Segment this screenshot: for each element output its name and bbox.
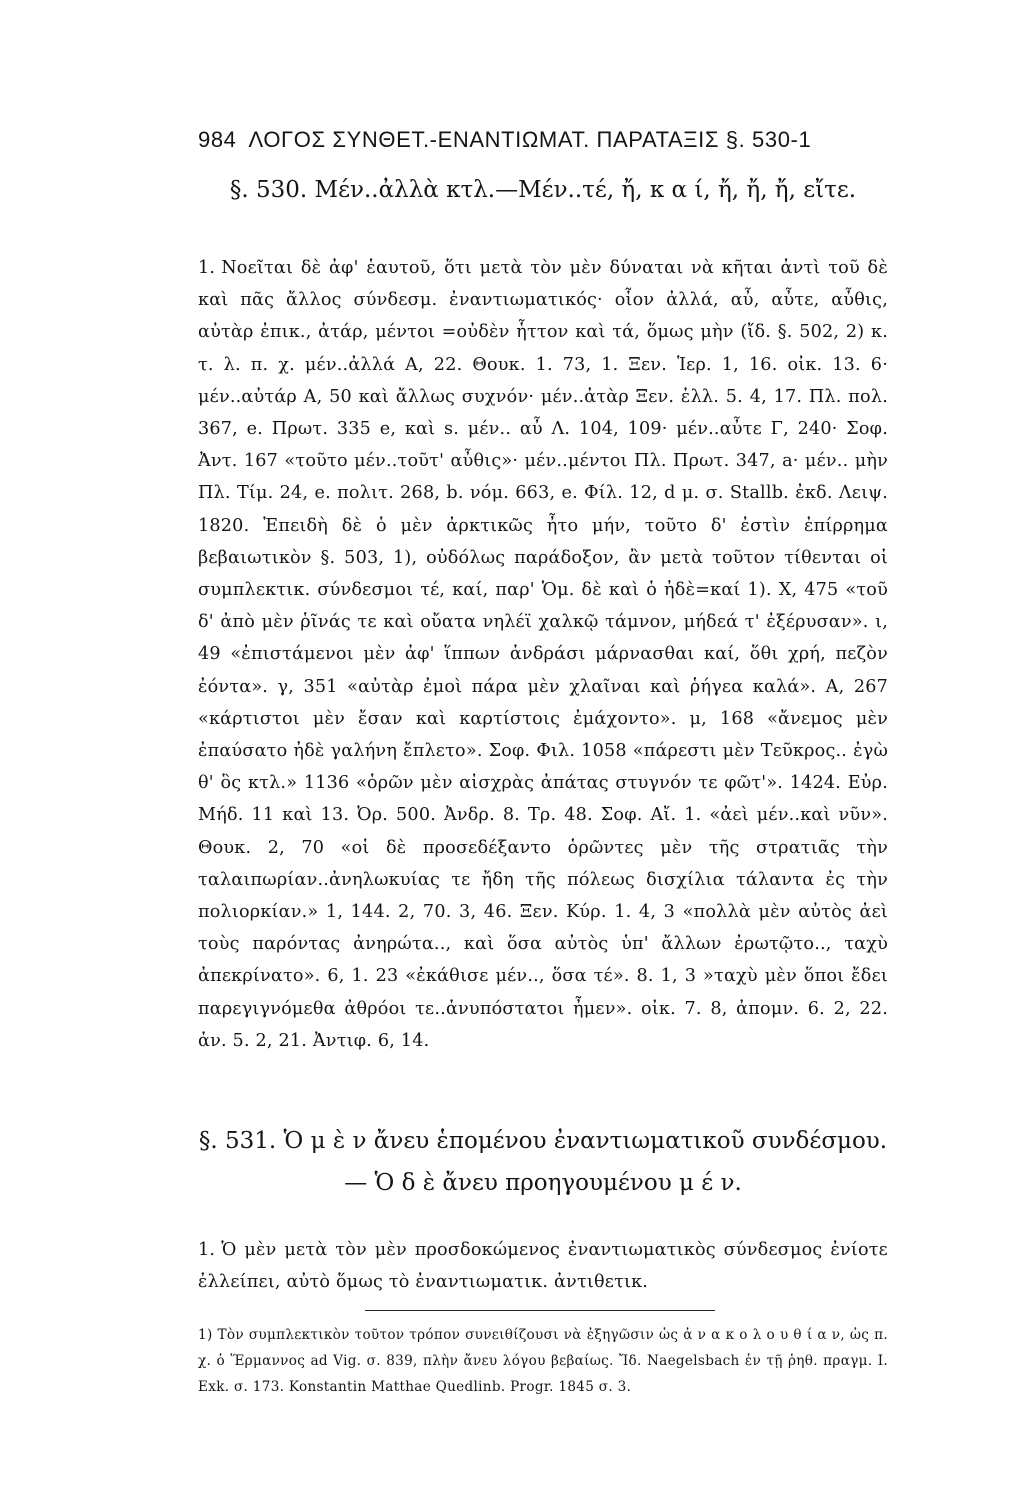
section-531-paragraph [198, 1234, 888, 1298]
paragraph-text: Ὁ μὲν μετὰ τὸν μὲν προσδοκώμενος ἐναντιωματικὸς σύνδεσμος ἐνίοτε ἐλλείπει, αὐτὸ ὅμως τὸ ἐναντιωματικ. ἀντιθετικ. [198, 1240, 888, 1293]
paragraph-number: 1. [198, 1240, 216, 1260]
footnote-text: Τὸν συμπλεκτικὸν τοῦτον τρόπον συνειθίζουσι νὰ ἐξηγῶσιν ὡς ἀ ν α κ ο λ ο υ θ ί α ν, ὡς π. χ. ὁ Ἕρμαννος ad Vig. σ. 839, πλὴν ἄνευ λόγου βεβαίως. Ἴδ. Naegelsbach ἐν τῇ ῥηθ. πραγμ. I. Exk. σ. 173. Konstantin Matthae Quedlinb. Progr. 1845 σ. 3. [198, 1327, 888, 1395]
page-number: 984 [198, 127, 237, 152]
footnote-marker: 1) [198, 1327, 213, 1343]
running-head [198, 127, 888, 153]
footnote [198, 1322, 888, 1400]
footnote-divider [365, 1310, 715, 1311]
running-head-title: ΛΟΓΟΣ ΣΥΝΘΕΤ.-ΕΝΑΝΤΙΩΜΑΤ. ΠΑΡΑΤΑΞΙΣ §. 530-1 [248, 127, 812, 152]
section-531-heading: §. 531. Ὁ μ ὲ ν ἄνευ ἑπομένου ἐναντιωματικοῦ συνδέσμου. — Ὁ δ ὲ ἄνευ προηγουμένου μ έ ν. [198, 1128, 888, 1196]
section-530-heading: §. 530. Μέν..ἀλλὰ κτλ.—Μέν..τέ, ἤ, κ α ί, ἤ, ἤ, ἤ, εἴτε. [229, 177, 857, 203]
paragraph-number: 1. [198, 258, 216, 278]
section-530-paragraph [198, 252, 888, 1057]
paragraph-text: Νοεῖται δὲ ἀφ' ἑαυτοῦ, ὅτι μετὰ τὸν μὲν δύναται νὰ κῆται ἀντὶ τοῦ δὲ καὶ πᾶς ἄλλος σύνδεσμ. ἐναντιωματικός· οἷον ἀλλά, αὖ, αὖτε, αὖθις, αὐτὰρ ἐπικ., ἀτάρ, μέντοι =οὐδὲν ἧττον καὶ τά, ὅμως μὴν (ἴδ. §. 502, 2) κ. τ. λ. π. χ. μέν..ἀλλά Α, 22. Θουκ. 1. 73, 1. Ξεν. Ἱερ. 1, 16. οἰκ. 13. 6· μέν..αὐτάρ Α, 50 καὶ ἄλλως συχνόν· μέν..ἀτὰρ Ξεν. ἑλλ. 5. 4, 17. Πλ. πολ. 367, e. Πρωτ. 335 e, καὶ s. μέν.. αὖ Λ. 104, 109· μέν..αὖτε Γ, 240· Σοφ. Ἀντ. 167 «τοῦτο μέν..τοῦτ' αὖθις»· μέν..μέντοι Πλ. Πρωτ. 347, a· μέν.. μὴν Πλ. Τίμ. 24, e. πολιτ. 268, b. νόμ. 663, e. Φίλ. 12, d μ. σ. Stallb. ἐκδ. Λειψ. 1820. Ἐπειδὴ δὲ ὁ μὲν ἀρκτικῶς ἦτο μήν, τοῦτο δ' ἐστὶν ἐπίρρημα βεβαιωτικὸν §. 503, 1), οὐδόλως παράδοξον, ἂν μετὰ τοῦτον τίθενται οἱ συμπλεκτικ. σύνδεσμοι τέ, καί, παρ' Ὁμ. δὲ καὶ ὁ ἠδὲ=καί 1). Χ, 475 «τοῦ δ' ἀπὸ μὲν ῥῖνάς τε καὶ οὔατα νηλέϊ χαλκῷ τάμνον, μήδεά τ' ἐξέρυσαν». ι, 49 «ἐπιστάμενοι μὲν ἀφ' ἵππων ἀνδράσι μάρνασθαι καί, ὅθι χρή, πεζὸν ἐόντα». γ, 351 «αὐτὰρ ἐμοὶ πάρα μὲν χλαῖναι καὶ ῥήγεα καλά». Α, 267 «κάρτιστοι μὲν ἔσαν καὶ καρτίστοις ἐμάχοντο». μ, 168 «ἄνεμος μὲν ἐπαύσατο ἠδὲ γαλήνη ἔπλετο». Σοφ. Φιλ. 1058 «πάρεστι μὲν Τεῦκρος.. ἐγὼ θ' ὃς κτλ.» 1136 «ὁρῶν μὲν αἰσχρὰς ἀπάτας στυγνόν τε φῶτ'». 1424. Εὐρ. Μήδ. 11 καὶ 13. Ὀρ. 500. Ἀνδρ. 8. Τρ. 48. Σοφ. Αἴ. 1. «ἀεὶ μέν..καὶ νῦν». Θουκ. 2, 70 «οἱ δὲ προσεδέξαντο ὁρῶντες μὲν τῆς στρατιᾶς τὴν ταλαιπωρίαν..ἀνηλωκυίας τε ἤδη τῆς πόλεως δισχίλια τάλαντα ἐς τὴν πολιορκίαν.» 1, 144. 2, 70. 3, 46. Ξεν. Κύρ. 1. 4, 3 «πολλὰ μὲν αὐτὸς ἀεὶ τοὺς παρόντας ἀνηρώτα.., καὶ ὅσα αὐτὸς ὑπ' ἄλλων ἐρωτῷτο.., ταχὺ ἀπεκρίνατο». 6, 1. 23 «ἐκάθισε μέν.., ὅσα τέ». 8. 1, 3 »ταχὺ μὲν ὅποι ἔδει παρεγιγνόμεθα ἀθρόοι τε..ἀνυπόστατοι ἦμεν». οἰκ. 7. 8, ἀπομν. 6. 2, 22. ἀν. 5. 2, 21. Ἀντιφ. 6, 14. [198, 258, 888, 1051]
